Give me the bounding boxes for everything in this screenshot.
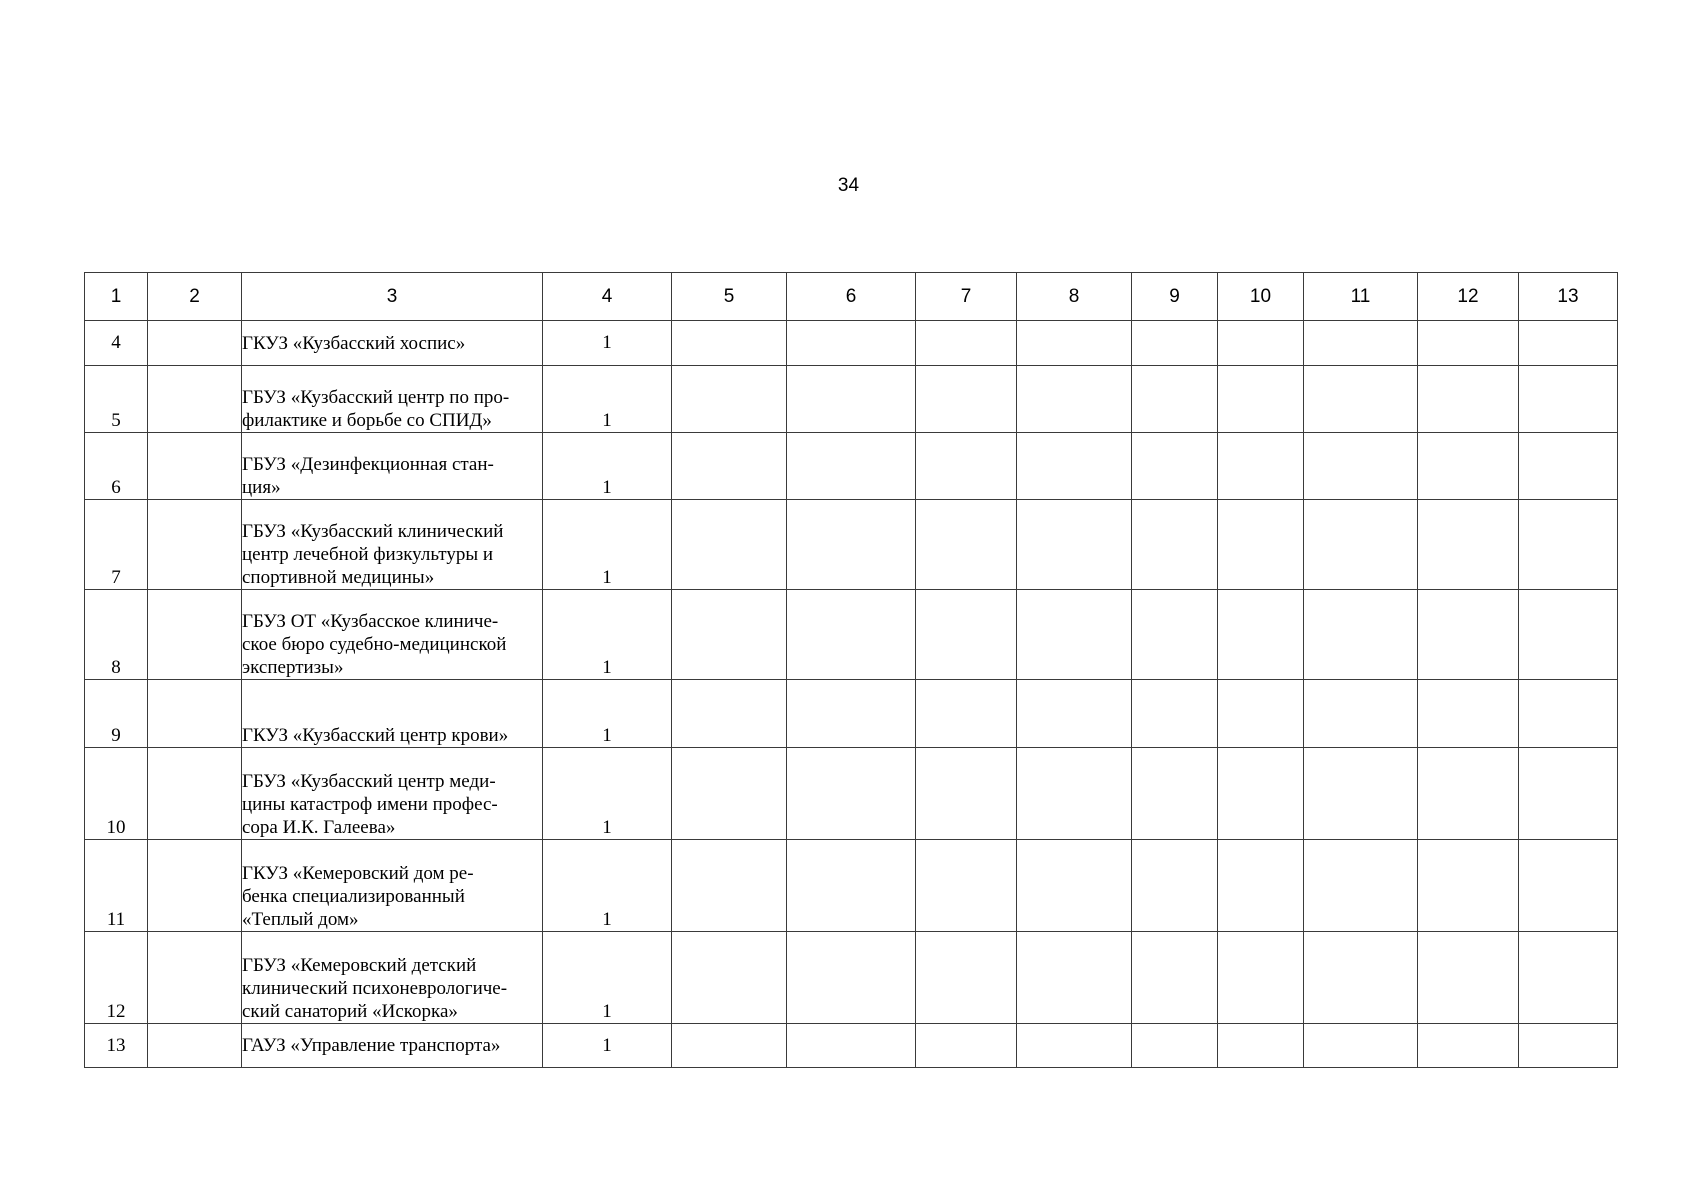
institution-name-line: ция»	[242, 477, 281, 498]
page-number: 34	[837, 175, 860, 196]
empty-cell	[1017, 590, 1132, 680]
empty-cell	[1132, 840, 1218, 932]
empty-cell	[672, 366, 787, 433]
institution-name-line: бенка специализированный	[242, 886, 465, 907]
empty-cell	[1418, 680, 1519, 748]
empty-cell	[1304, 932, 1418, 1024]
institution-name-cell	[242, 680, 543, 748]
empty-cell	[916, 680, 1017, 748]
institution-name-line: ский санаторий «Искорка»	[242, 1001, 458, 1022]
empty-cell	[148, 433, 242, 500]
row-number-cell: 5	[85, 366, 148, 433]
empty-cell	[1519, 748, 1618, 840]
table-row	[85, 366, 1618, 433]
empty-cell	[787, 840, 916, 932]
table-row	[85, 590, 1618, 680]
empty-cell	[1418, 932, 1519, 1024]
row-number-cell: 7	[85, 500, 148, 590]
column-header: 11	[1304, 273, 1418, 321]
institution-name-cell	[242, 433, 543, 500]
institution-name-line: ГБУЗ «Кузбасский центр меди-	[242, 771, 496, 792]
empty-cell	[1218, 366, 1304, 433]
empty-cell	[1218, 680, 1304, 748]
table-row	[85, 932, 1618, 1024]
empty-cell	[1017, 932, 1132, 1024]
empty-cell	[672, 433, 787, 500]
table-row	[85, 433, 1618, 500]
institution-name-line: экспертизы»	[242, 657, 344, 678]
table-row	[85, 840, 1618, 932]
empty-cell	[148, 1024, 242, 1068]
empty-cell	[1418, 500, 1519, 590]
empty-cell	[916, 321, 1017, 366]
column-header: 5	[672, 273, 787, 321]
table-row	[85, 748, 1618, 840]
empty-cell	[148, 932, 242, 1024]
quantity-cell: 1	[543, 321, 672, 366]
empty-cell	[1218, 433, 1304, 500]
empty-cell	[787, 680, 916, 748]
empty-cell	[1017, 748, 1132, 840]
empty-cell	[787, 590, 916, 680]
institution-name-line: спортивной медицины»	[242, 567, 435, 588]
table-body	[85, 321, 1618, 1068]
empty-cell	[148, 840, 242, 932]
institution-name-line: цины катастроф имени профес-	[242, 794, 498, 815]
empty-cell	[1218, 1024, 1304, 1068]
empty-cell	[1519, 932, 1618, 1024]
table-header-row	[85, 273, 1618, 321]
institution-name-cell	[242, 748, 543, 840]
empty-cell	[1017, 433, 1132, 500]
empty-cell	[148, 590, 242, 680]
row-number-cell: 12	[85, 932, 148, 1024]
quantity-cell: 1	[543, 932, 672, 1024]
empty-cell	[1218, 932, 1304, 1024]
institution-name-line: ГАУЗ «Управление транспорта»	[242, 1035, 501, 1056]
institution-name-line: сора И.К. Галеева»	[242, 817, 396, 838]
empty-cell	[1218, 590, 1304, 680]
quantity-cell: 1	[543, 680, 672, 748]
empty-cell	[916, 590, 1017, 680]
empty-cell	[1304, 748, 1418, 840]
empty-cell	[1132, 321, 1218, 366]
column-header: 10	[1218, 273, 1304, 321]
empty-cell	[916, 366, 1017, 433]
empty-cell	[672, 1024, 787, 1068]
empty-cell	[1218, 321, 1304, 366]
institution-name-cell	[242, 840, 543, 932]
empty-cell	[1132, 433, 1218, 500]
quantity-cell: 1	[543, 748, 672, 840]
empty-cell	[672, 932, 787, 1024]
row-number-cell: 9	[85, 680, 148, 748]
institution-name-line: «Теплый дом»	[242, 909, 359, 930]
empty-cell	[1132, 1024, 1218, 1068]
empty-cell	[1017, 680, 1132, 748]
institution-name-line: клинический психоневрологиче-	[242, 978, 508, 999]
empty-cell	[1304, 680, 1418, 748]
empty-cell	[1519, 840, 1618, 932]
empty-cell	[1519, 680, 1618, 748]
row-number-cell: 6	[85, 433, 148, 500]
institution-name-line: центр лечебной физкультуры и	[242, 544, 494, 565]
empty-cell	[1519, 321, 1618, 366]
empty-cell	[1418, 366, 1519, 433]
empty-cell	[1218, 840, 1304, 932]
institution-name-cell	[242, 366, 543, 433]
empty-cell	[672, 840, 787, 932]
institution-name-line: ГБУЗ ОТ «Кузбасское клиниче-	[242, 611, 499, 632]
empty-cell	[1418, 840, 1519, 932]
empty-cell	[787, 366, 916, 433]
row-number-cell: 13	[85, 1024, 148, 1068]
empty-cell	[1304, 500, 1418, 590]
table-row	[85, 680, 1618, 748]
empty-cell	[1132, 500, 1218, 590]
empty-cell	[916, 932, 1017, 1024]
empty-cell	[1519, 1024, 1618, 1068]
empty-cell	[916, 1024, 1017, 1068]
table-row	[85, 1024, 1618, 1068]
empty-cell	[1304, 590, 1418, 680]
quantity-cell: 1	[543, 840, 672, 932]
empty-cell	[787, 932, 916, 1024]
column-header: 12	[1418, 273, 1519, 321]
empty-cell	[1218, 500, 1304, 590]
empty-cell	[672, 748, 787, 840]
empty-cell	[787, 1024, 916, 1068]
empty-cell	[1132, 680, 1218, 748]
empty-cell	[1418, 321, 1519, 366]
column-header: 8	[1017, 273, 1132, 321]
row-number-cell: 4	[85, 321, 148, 366]
institution-name-line: ГБУЗ «Кузбасский центр по про-	[242, 387, 510, 408]
quantity-cell: 1	[543, 366, 672, 433]
institution-name-line: ГКУЗ «Кемеровский дом ре-	[242, 863, 474, 884]
column-header: 9	[1132, 273, 1218, 321]
empty-cell	[916, 500, 1017, 590]
empty-cell	[672, 680, 787, 748]
institution-name-line: ское бюро судебно-медицинской	[242, 634, 507, 655]
row-number-cell: 10	[85, 748, 148, 840]
empty-cell	[1017, 366, 1132, 433]
empty-cell	[787, 748, 916, 840]
empty-cell	[1304, 1024, 1418, 1068]
empty-cell	[1132, 590, 1218, 680]
data-table	[84, 272, 1618, 1068]
empty-cell	[787, 321, 916, 366]
empty-cell	[148, 748, 242, 840]
empty-cell	[1418, 433, 1519, 500]
empty-cell	[672, 590, 787, 680]
row-number-cell: 8	[85, 590, 148, 680]
empty-cell	[1519, 433, 1618, 500]
empty-cell	[672, 500, 787, 590]
empty-cell	[916, 433, 1017, 500]
empty-cell	[1017, 1024, 1132, 1068]
institution-name-cell	[242, 500, 543, 590]
row-number-cell: 11	[85, 840, 148, 932]
empty-cell	[1418, 1024, 1519, 1068]
quantity-cell: 1	[543, 590, 672, 680]
column-header: 3	[242, 273, 543, 321]
empty-cell	[1519, 366, 1618, 433]
empty-cell	[148, 321, 242, 366]
empty-cell	[1304, 321, 1418, 366]
column-header: 4	[543, 273, 672, 321]
empty-cell	[1132, 932, 1218, 1024]
empty-cell	[1519, 500, 1618, 590]
empty-cell	[672, 321, 787, 366]
empty-cell	[148, 366, 242, 433]
empty-cell	[1017, 840, 1132, 932]
column-header: 13	[1519, 273, 1618, 321]
institution-name-cell	[242, 590, 543, 680]
empty-cell	[1519, 590, 1618, 680]
institution-name-line: ГКУЗ «Кузбасский центр крови»	[242, 725, 509, 746]
institution-name-cell	[242, 1024, 543, 1068]
quantity-cell: 1	[543, 1024, 672, 1068]
empty-cell	[1304, 840, 1418, 932]
institution-name-line: ГКУЗ «Кузбасский хоспис»	[242, 332, 466, 354]
institution-name-line: ГБУЗ «Кемеровский детский	[242, 955, 477, 976]
institution-name-line: ГБУЗ «Дезинфекционная стан-	[242, 454, 494, 475]
empty-cell	[148, 500, 242, 590]
quantity-cell: 1	[543, 433, 672, 500]
empty-cell	[1017, 321, 1132, 366]
table-row	[85, 500, 1618, 590]
institution-name-line: филактике и борьбе со СПИД»	[242, 410, 492, 431]
column-header: 1	[85, 273, 148, 321]
empty-cell	[787, 500, 916, 590]
empty-cell	[1304, 433, 1418, 500]
empty-cell	[1304, 366, 1418, 433]
empty-cell	[787, 433, 916, 500]
empty-cell	[916, 748, 1017, 840]
empty-cell	[148, 680, 242, 748]
empty-cell	[1132, 748, 1218, 840]
empty-cell	[1218, 748, 1304, 840]
empty-cell	[1418, 590, 1519, 680]
empty-cell	[916, 840, 1017, 932]
institution-name-cell	[242, 932, 543, 1024]
institution-name-cell	[242, 321, 543, 366]
column-header: 7	[916, 273, 1017, 321]
column-header: 2	[148, 273, 242, 321]
empty-cell	[1132, 366, 1218, 433]
table-row	[85, 321, 1618, 366]
column-header: 6	[787, 273, 916, 321]
quantity-cell: 1	[543, 500, 672, 590]
empty-cell	[1418, 748, 1519, 840]
empty-cell	[1017, 500, 1132, 590]
institution-name-line: ГБУЗ «Кузбасский клинический	[242, 521, 504, 542]
